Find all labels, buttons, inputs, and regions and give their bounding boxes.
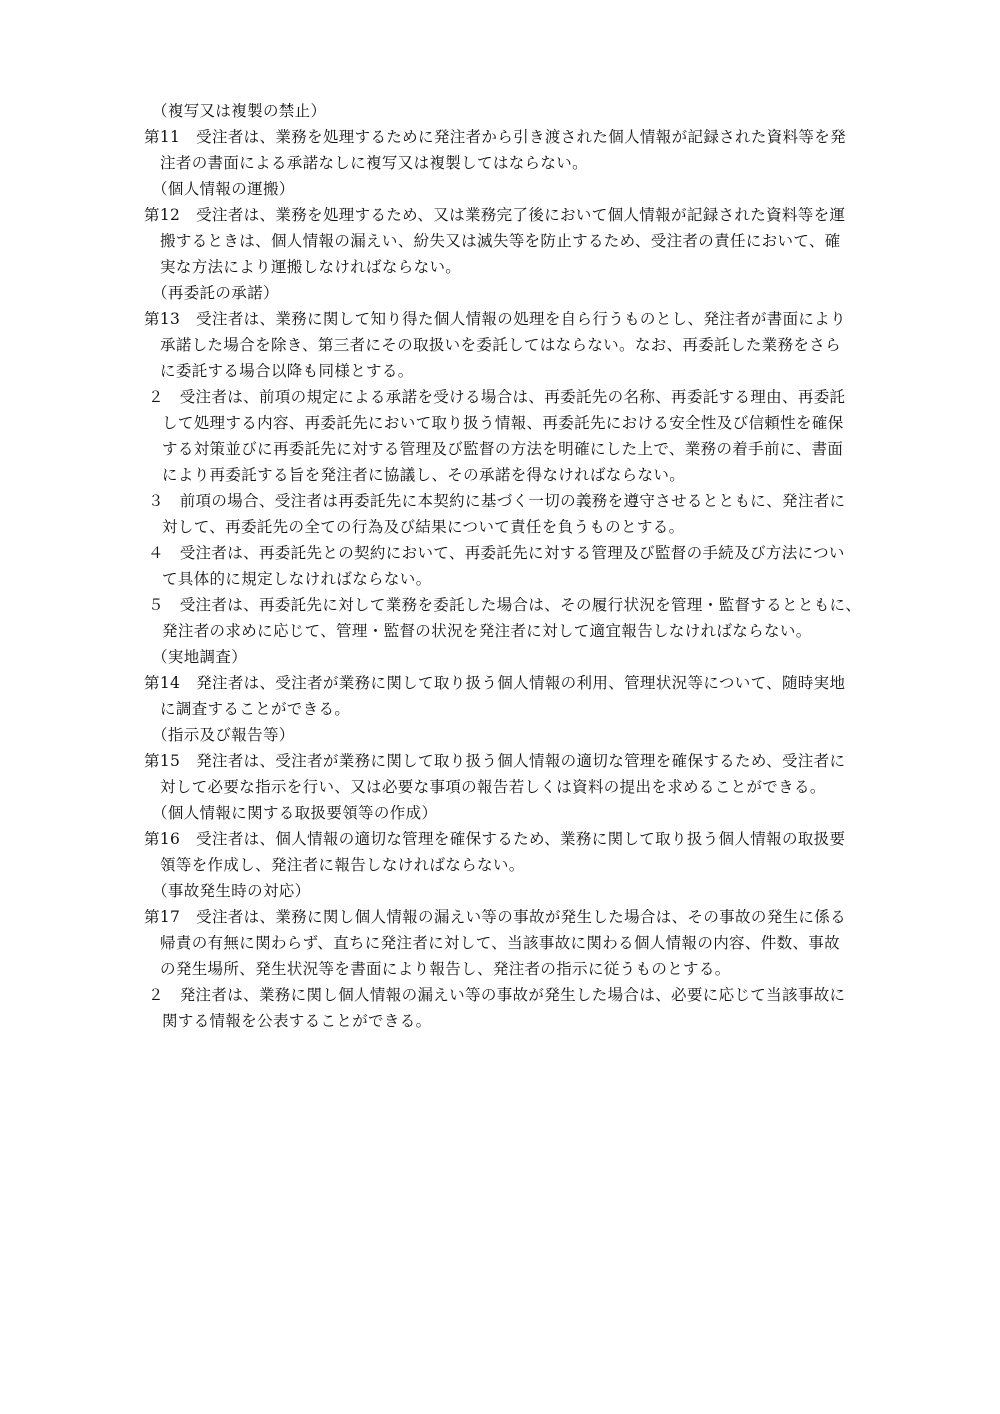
article-first-line: 第14 発注者は、受注者が業務に関して取り扱う個人情報の利用、管理状況等について、随時実地: [144, 674, 846, 692]
article-continuation-line: 承諾した場合を除き、第三者にその取扱いを委託してはならない。なお、再委託した業務をさら: [160, 336, 841, 354]
paragraph-first-line: ２ 発注者は、業務に関し個人情報の漏えい等の事故が発生した場合は、必要に応じて当該事故に: [148, 986, 846, 1004]
paragraph-continuation-line: 発注者の求めに応じて、管理・監督の状況を発注者に対して適宜報告しなければならない。: [162, 622, 812, 640]
paragraph-first-line: ２ 受注者は、前項の規定による承諾を受ける場合は、再委託先の名称、再委託する理由、再委託: [148, 388, 846, 406]
paragraph-first-line: ４ 受注者は、再委託先との契約において、再委託先に対する管理及び監督の手続及び方法につい: [148, 544, 845, 562]
article-heading: （複写又は複製の禁止）: [152, 102, 327, 120]
article-first-line: 第12 受注者は、業務を処理するため、又は業務完了後において個人情報が記録された資料等を運: [144, 206, 846, 224]
article-continuation-line: 対して必要な指示を行い、又は必要な事項の報告若しくは資料の提出を求めることができる。: [160, 778, 826, 796]
paragraph-continuation-line: する対策並びに再委託先に対する管理及び監督の方法を明確にした上で、業務の着手前に、書面: [162, 440, 844, 458]
article-first-line: 第15 発注者は、受注者が業務に関して取り扱う個人情報の適切な管理を確保するため、受注者に: [144, 752, 846, 770]
article-heading: （個人情報に関する取扱要領等の作成）: [152, 804, 438, 822]
article-continuation-line: 注者の書面による承諾なしに複写又は複製してはならない。: [160, 154, 588, 172]
article-continuation-line: に委託する場合以降も同様とする。: [160, 362, 414, 380]
article-first-line: 第13 受注者は、業務に関して知り得た個人情報の処理を自ら行うものとし、発注者が書面により: [144, 310, 846, 328]
document-body: [144, 98, 904, 1034]
paragraph-continuation-line: により再委託する旨を発注者に協議し、その承諾を得なければならない。: [162, 466, 686, 484]
article-continuation-line: に調査することができる。: [160, 700, 351, 718]
article-continuation-line: の発生場所、発生状況等を書面により報告し、発注者の指示に従うものとする。: [160, 960, 731, 978]
article-heading: （事故発生時の対応）: [152, 882, 311, 900]
article-continuation-line: 領等を作成し、発注者に報告しなければならない。: [160, 856, 525, 874]
paragraph-continuation-line: 対して、再委託先の全ての行為及び結果について責任を負うものとする。: [162, 518, 685, 536]
paragraph-first-line: ５ 受注者は、再委託先に対して業務を委託した場合は、その履行状況を管理・監督するとともに、: [148, 596, 862, 614]
article-continuation-line: 実な方法により運搬しなければならない。: [160, 258, 462, 276]
article-continuation-line: 帰責の有無に関わらず、直ちに発注者に対して、当該事故に関わる個人情報の内容、件数、事故: [160, 934, 841, 952]
paragraph-continuation-line: て具体的に規定しなければならない。: [162, 570, 432, 588]
article-heading: （再委託の承諾）: [152, 284, 279, 302]
paragraph-continuation-line: して処理する内容、再委託先において取り扱う情報、再委託先における安全性及び信頼性を確保: [162, 414, 844, 432]
article-continuation-line: 搬するときは、個人情報の漏えい、紛失又は滅失等を防止するため、受注者の責任において、確: [160, 232, 841, 250]
article-heading: （指示及び報告等）: [152, 726, 295, 744]
paragraph-first-line: ３ 前項の場合、受注者は再委託先に本契約に基づく一切の義務を遵守させるとともに、発注者に: [148, 492, 846, 510]
article-first-line: 第17 受注者は、業務に関し個人情報の漏えい等の事故が発生した場合は、その事故の発生に係る: [144, 908, 846, 926]
article-heading: （実地調査）: [152, 648, 248, 666]
article-first-line: 第11 受注者は、業務を処理するために発注者から引き渡された個人情報が記録された資料等を発: [144, 128, 846, 146]
article-first-line: 第16 受注者は、個人情報の適切な管理を確保するため、業務に関して取り扱う個人情報の取扱要: [144, 830, 846, 848]
article-heading: （個人情報の運搬）: [152, 180, 295, 198]
paragraph-continuation-line: 関する情報を公表することができる。: [162, 1012, 432, 1030]
